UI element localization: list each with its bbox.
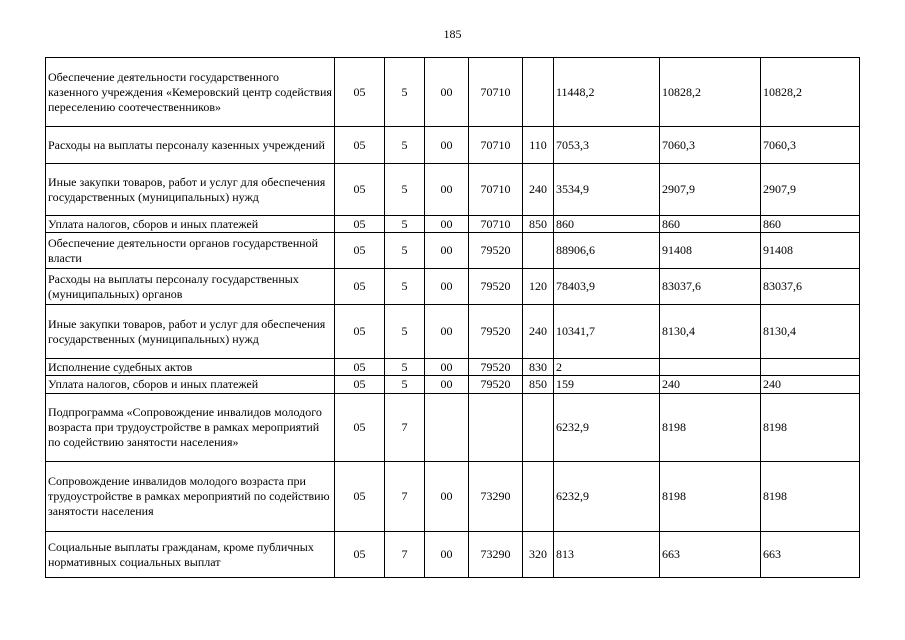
cell-value-2 xyxy=(660,359,761,376)
cell-code: 70710 xyxy=(469,127,523,164)
cell-value-3: 2907,9 xyxy=(761,164,860,216)
cell-code: 70710 xyxy=(469,164,523,216)
cell-section: 05 xyxy=(335,376,385,394)
cell-code: 73290 xyxy=(469,532,523,578)
cell-subprogram: 00 xyxy=(425,216,469,233)
cell-value-2: 663 xyxy=(660,532,761,578)
cell-program: 5 xyxy=(385,216,425,233)
cell-expense-type: 850 xyxy=(523,376,554,394)
cell-name: Расходы на выплаты персоналу казенных учреждений xyxy=(46,127,335,164)
cell-code: 79520 xyxy=(469,359,523,376)
cell-expense-type: 120 xyxy=(523,269,554,305)
table-row xyxy=(46,305,860,359)
cell-value-1: 78403,9 xyxy=(554,269,660,305)
budget-table xyxy=(45,57,860,578)
cell-code: 70710 xyxy=(469,58,523,127)
table-row xyxy=(46,58,860,127)
cell-program: 5 xyxy=(385,305,425,359)
cell-expense-type xyxy=(523,394,554,462)
cell-value-1: 11448,2 xyxy=(554,58,660,127)
cell-expense-type xyxy=(523,462,554,532)
cell-value-1: 2 xyxy=(554,359,660,376)
cell-value-3: 240 xyxy=(761,376,860,394)
cell-subprogram: 00 xyxy=(425,462,469,532)
table-row xyxy=(46,376,860,394)
cell-program: 7 xyxy=(385,394,425,462)
cell-section: 05 xyxy=(335,394,385,462)
cell-value-1: 3534,9 xyxy=(554,164,660,216)
cell-value-3: 663 xyxy=(761,532,860,578)
cell-value-2: 83037,6 xyxy=(660,269,761,305)
cell-program: 5 xyxy=(385,164,425,216)
cell-subprogram: 00 xyxy=(425,269,469,305)
cell-name: Социальные выплаты гражданам, кроме публичных нормативных социальных выплат xyxy=(46,532,335,578)
cell-program: 5 xyxy=(385,58,425,127)
cell-code xyxy=(469,394,523,462)
cell-expense-type: 240 xyxy=(523,305,554,359)
table-row xyxy=(46,462,860,532)
cell-program: 5 xyxy=(385,359,425,376)
cell-value-1: 7053,3 xyxy=(554,127,660,164)
cell-value-3: 8198 xyxy=(761,462,860,532)
cell-subprogram: 00 xyxy=(425,359,469,376)
cell-name: Обеспечение деятельности государственного казенного учреждения «Кемеровский центр содействия переселению соотечественников» xyxy=(46,58,335,127)
cell-program: 5 xyxy=(385,376,425,394)
cell-value-3 xyxy=(761,359,860,376)
cell-subprogram: 00 xyxy=(425,305,469,359)
cell-subprogram: 00 xyxy=(425,164,469,216)
table-row xyxy=(46,532,860,578)
cell-section: 05 xyxy=(335,532,385,578)
page-number: 185 xyxy=(443,27,462,41)
cell-value-2: 91408 xyxy=(660,233,761,269)
cell-value-1: 6232,9 xyxy=(554,394,660,462)
cell-section: 05 xyxy=(335,359,385,376)
cell-code: 70710 xyxy=(469,216,523,233)
cell-expense-type: 110 xyxy=(523,127,554,164)
cell-section: 05 xyxy=(335,127,385,164)
cell-name: Обеспечение деятельности органов государственной власти xyxy=(46,233,335,269)
cell-value-1: 813 xyxy=(554,532,660,578)
table-row xyxy=(46,269,860,305)
cell-name: Подпрограмма «Сопровождение инвалидов молодого возраста при трудоустройстве в рамках мероприятий по содействию занятости населения» xyxy=(46,394,335,462)
cell-program: 5 xyxy=(385,269,425,305)
cell-value-3: 8198 xyxy=(761,394,860,462)
cell-value-2: 860 xyxy=(660,216,761,233)
table-row xyxy=(46,394,860,462)
cell-expense-type: 850 xyxy=(523,216,554,233)
cell-code: 79520 xyxy=(469,233,523,269)
cell-code: 79520 xyxy=(469,376,523,394)
cell-subprogram: 00 xyxy=(425,233,469,269)
cell-value-1: 88906,6 xyxy=(554,233,660,269)
cell-subprogram xyxy=(425,394,469,462)
table-row xyxy=(46,216,860,233)
cell-value-3: 860 xyxy=(761,216,860,233)
cell-expense-type: 830 xyxy=(523,359,554,376)
cell-name: Расходы на выплаты персоналу государственных (муниципальных) органов xyxy=(46,269,335,305)
budget-table-body xyxy=(46,58,860,578)
cell-code: 79520 xyxy=(469,269,523,305)
cell-value-2: 7060,3 xyxy=(660,127,761,164)
cell-value-3: 10828,2 xyxy=(761,58,860,127)
table-row xyxy=(46,127,860,164)
cell-subprogram: 00 xyxy=(425,127,469,164)
cell-name: Уплата налогов, сборов и иных платежей xyxy=(46,216,335,233)
cell-program: 7 xyxy=(385,462,425,532)
cell-expense-type: 320 xyxy=(523,532,554,578)
cell-value-1: 10341,7 xyxy=(554,305,660,359)
cell-value-2: 8198 xyxy=(660,462,761,532)
cell-value-2: 8130,4 xyxy=(660,305,761,359)
cell-value-2: 10828,2 xyxy=(660,58,761,127)
cell-value-2: 8198 xyxy=(660,394,761,462)
cell-value-3: 7060,3 xyxy=(761,127,860,164)
cell-section: 05 xyxy=(335,216,385,233)
cell-section: 05 xyxy=(335,58,385,127)
cell-subprogram: 00 xyxy=(425,376,469,394)
cell-value-1: 6232,9 xyxy=(554,462,660,532)
cell-subprogram: 00 xyxy=(425,532,469,578)
cell-value-1: 860 xyxy=(554,216,660,233)
cell-value-2: 240 xyxy=(660,376,761,394)
cell-program: 5 xyxy=(385,127,425,164)
table-row xyxy=(46,233,860,269)
cell-subprogram: 00 xyxy=(425,58,469,127)
cell-section: 05 xyxy=(335,269,385,305)
cell-section: 05 xyxy=(335,305,385,359)
cell-section: 05 xyxy=(335,164,385,216)
cell-name: Иные закупки товаров, работ и услуг для обеспечения государственных (муниципальных) нужд xyxy=(46,164,335,216)
cell-name: Иные закупки товаров, работ и услуг для обеспечения государственных (муниципальных) нужд xyxy=(46,305,335,359)
cell-program: 5 xyxy=(385,233,425,269)
cell-value-3: 91408 xyxy=(761,233,860,269)
cell-name: Исполнение судебных актов xyxy=(46,359,335,376)
cell-value-3: 83037,6 xyxy=(761,269,860,305)
cell-code: 73290 xyxy=(469,462,523,532)
cell-section: 05 xyxy=(335,462,385,532)
cell-program: 7 xyxy=(385,532,425,578)
cell-value-1: 159 xyxy=(554,376,660,394)
cell-expense-type xyxy=(523,58,554,127)
cell-expense-type xyxy=(523,233,554,269)
cell-value-3: 8130,4 xyxy=(761,305,860,359)
table-row xyxy=(46,359,860,376)
cell-name: Уплата налогов, сборов и иных платежей xyxy=(46,376,335,394)
cell-name: Сопровождение инвалидов молодого возраста при трудоустройстве в рамках мероприятий по содействию занятости населения xyxy=(46,462,335,532)
table-row xyxy=(46,164,860,216)
cell-expense-type: 240 xyxy=(523,164,554,216)
cell-section: 05 xyxy=(335,233,385,269)
cell-value-2: 2907,9 xyxy=(660,164,761,216)
cell-code: 79520 xyxy=(469,305,523,359)
